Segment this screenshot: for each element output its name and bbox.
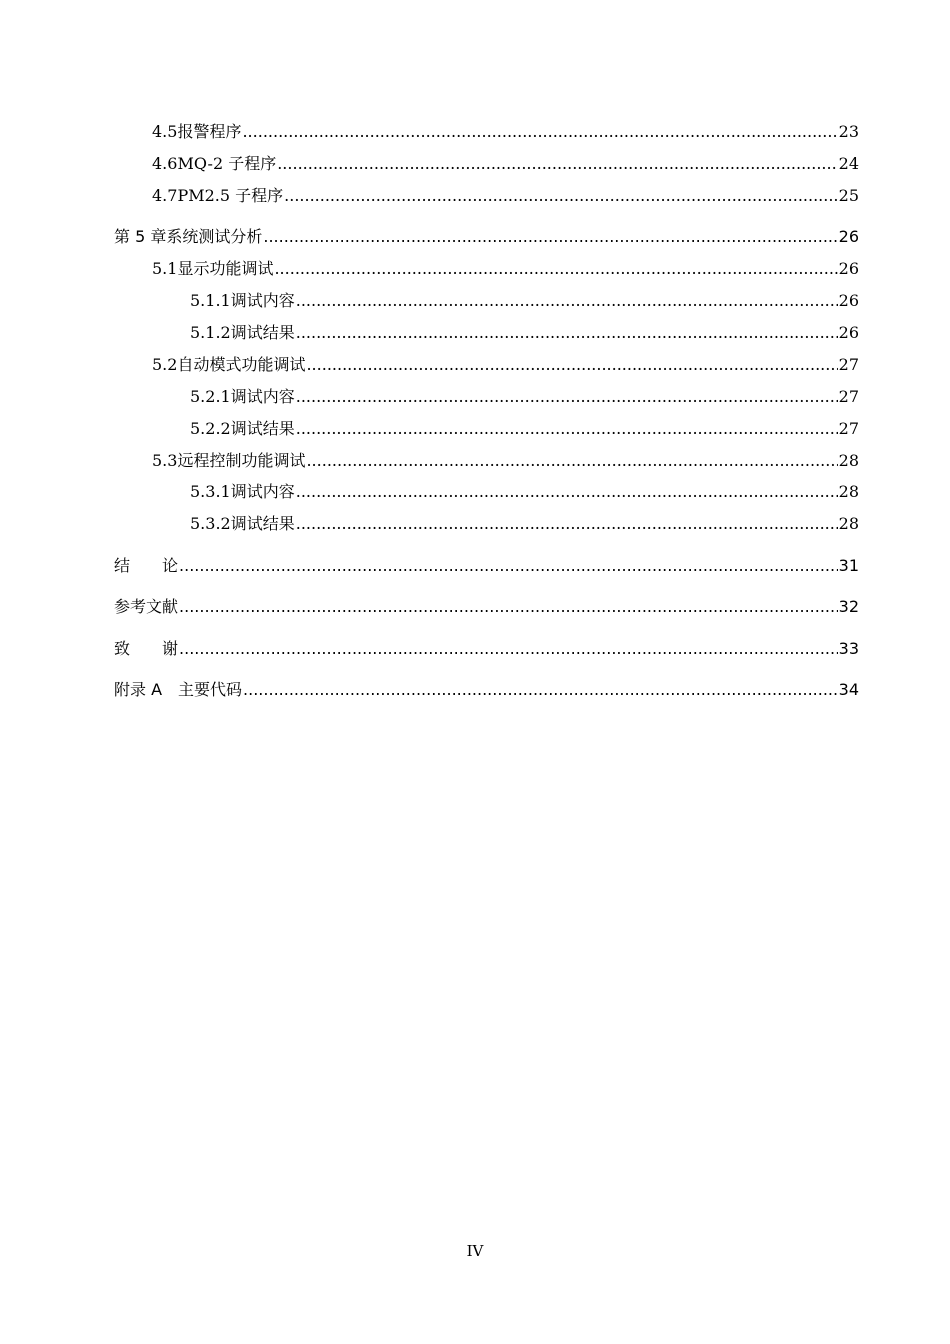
toc-entry-title: 结 论 bbox=[114, 556, 179, 575]
toc-entry-page: 31 bbox=[838, 556, 859, 575]
toc-entry-page: 32 bbox=[838, 597, 859, 616]
page-number: IV bbox=[466, 1242, 484, 1260]
toc-entry-number: 5.2.1 bbox=[190, 387, 231, 406]
toc-chapter-entry[interactable] bbox=[114, 556, 859, 576]
toc-entry-page: 23 bbox=[838, 122, 859, 141]
toc-leader-dots bbox=[263, 227, 837, 247]
toc-chapter-entry[interactable] bbox=[114, 227, 859, 247]
toc-entry-number: 5.1.2 bbox=[190, 323, 231, 342]
toc-entry[interactable] bbox=[152, 451, 859, 471]
toc-entry-title: 调试结果 bbox=[230, 514, 295, 533]
toc-entry-number: 5.3 bbox=[152, 451, 178, 470]
toc-entry-page: 28 bbox=[838, 482, 859, 501]
toc-entry-page: 26 bbox=[838, 323, 859, 342]
toc-entry-page: 34 bbox=[838, 680, 859, 699]
toc-entry-number: 5.2.2 bbox=[190, 419, 231, 438]
toc-chapter-entry[interactable] bbox=[114, 639, 859, 659]
toc-entry-title: 调试结果 bbox=[230, 419, 295, 438]
toc-leader-dots bbox=[274, 259, 837, 279]
toc-entry-page: 26 bbox=[838, 259, 859, 278]
toc-subentry[interactable] bbox=[190, 419, 859, 439]
toc-leader-dots bbox=[296, 482, 838, 502]
toc-entry-title: 调试内容 bbox=[230, 387, 295, 406]
toc-leader-dots bbox=[296, 323, 838, 343]
toc-entry-page: 27 bbox=[838, 419, 859, 438]
toc-entry-title: 附录 A 主要代码 bbox=[114, 680, 243, 699]
toc-entry[interactable] bbox=[152, 122, 859, 142]
toc-leader-dots bbox=[179, 556, 838, 576]
toc-entry-title: 第 5 章系统测试分析 bbox=[114, 227, 263, 246]
toc-entry[interactable] bbox=[152, 154, 859, 174]
toc-entry-title: 致 谢 bbox=[114, 639, 179, 658]
toc-leader-dots bbox=[306, 355, 837, 375]
toc-leader-dots bbox=[242, 122, 837, 142]
toc-entry-title: 远程控制功能调试 bbox=[177, 451, 306, 470]
toc-chapter-entry[interactable] bbox=[114, 597, 859, 617]
toc-chapter-entry[interactable] bbox=[114, 680, 859, 700]
toc-leader-dots bbox=[284, 186, 838, 206]
toc-leader-dots bbox=[179, 597, 838, 617]
toc-entry-number: 4.7 bbox=[152, 186, 178, 205]
toc-entry-title: 显示功能调试 bbox=[177, 259, 274, 278]
toc-entry-page: 33 bbox=[838, 639, 859, 658]
toc-entry-page: 26 bbox=[838, 227, 859, 246]
toc-leader-dots bbox=[296, 387, 838, 407]
toc-entry-title: 报警程序 bbox=[177, 122, 242, 141]
toc-entry-number: 5.1.1 bbox=[190, 291, 231, 310]
toc-entry[interactable] bbox=[152, 186, 859, 206]
toc-leader-dots bbox=[296, 514, 838, 534]
toc-leader-dots bbox=[306, 451, 837, 471]
toc-entry-page: 24 bbox=[838, 154, 859, 173]
toc-entry-number: 5.3.1 bbox=[190, 482, 231, 501]
toc-entry-page: 27 bbox=[838, 355, 859, 374]
toc-entry-number: 4.6 bbox=[152, 154, 178, 173]
toc-entry-page: 27 bbox=[838, 387, 859, 406]
toc-entry-title: 调试内容 bbox=[230, 482, 295, 501]
toc-entry-title: 参考文献 bbox=[114, 597, 179, 616]
toc-entry-title: MQ-2 子程序 bbox=[177, 154, 277, 173]
toc-subentry[interactable] bbox=[190, 482, 859, 502]
toc-entry-page: 28 bbox=[838, 514, 859, 533]
toc-entry-number: 4.5 bbox=[152, 122, 178, 141]
toc-entry-title: 调试结果 bbox=[230, 323, 295, 342]
toc-entry-page: 28 bbox=[838, 451, 859, 470]
toc-entry[interactable] bbox=[152, 355, 859, 375]
toc-leader-dots bbox=[179, 639, 838, 659]
toc-entry-title: 自动模式功能调试 bbox=[177, 355, 306, 374]
toc-subentry[interactable] bbox=[190, 514, 859, 534]
toc-leader-dots bbox=[296, 291, 838, 311]
toc-entry-number: 5.3.2 bbox=[190, 514, 231, 533]
toc-entry-number: 5.2 bbox=[152, 355, 178, 374]
toc-subentry[interactable] bbox=[190, 323, 859, 343]
toc-entry[interactable] bbox=[152, 259, 859, 279]
toc-leader-dots bbox=[277, 154, 837, 174]
toc-entry-number: 5.1 bbox=[152, 259, 178, 278]
toc-entry-title: PM2.5 子程序 bbox=[177, 186, 284, 205]
toc-entry-title: 调试内容 bbox=[230, 291, 295, 310]
toc-leader-dots bbox=[243, 680, 838, 700]
toc-entry-page: 26 bbox=[838, 291, 859, 310]
toc-leader-dots bbox=[296, 419, 838, 439]
toc-entry-page: 25 bbox=[838, 186, 859, 205]
toc-subentry[interactable] bbox=[190, 291, 859, 311]
toc-subentry[interactable] bbox=[190, 387, 859, 407]
